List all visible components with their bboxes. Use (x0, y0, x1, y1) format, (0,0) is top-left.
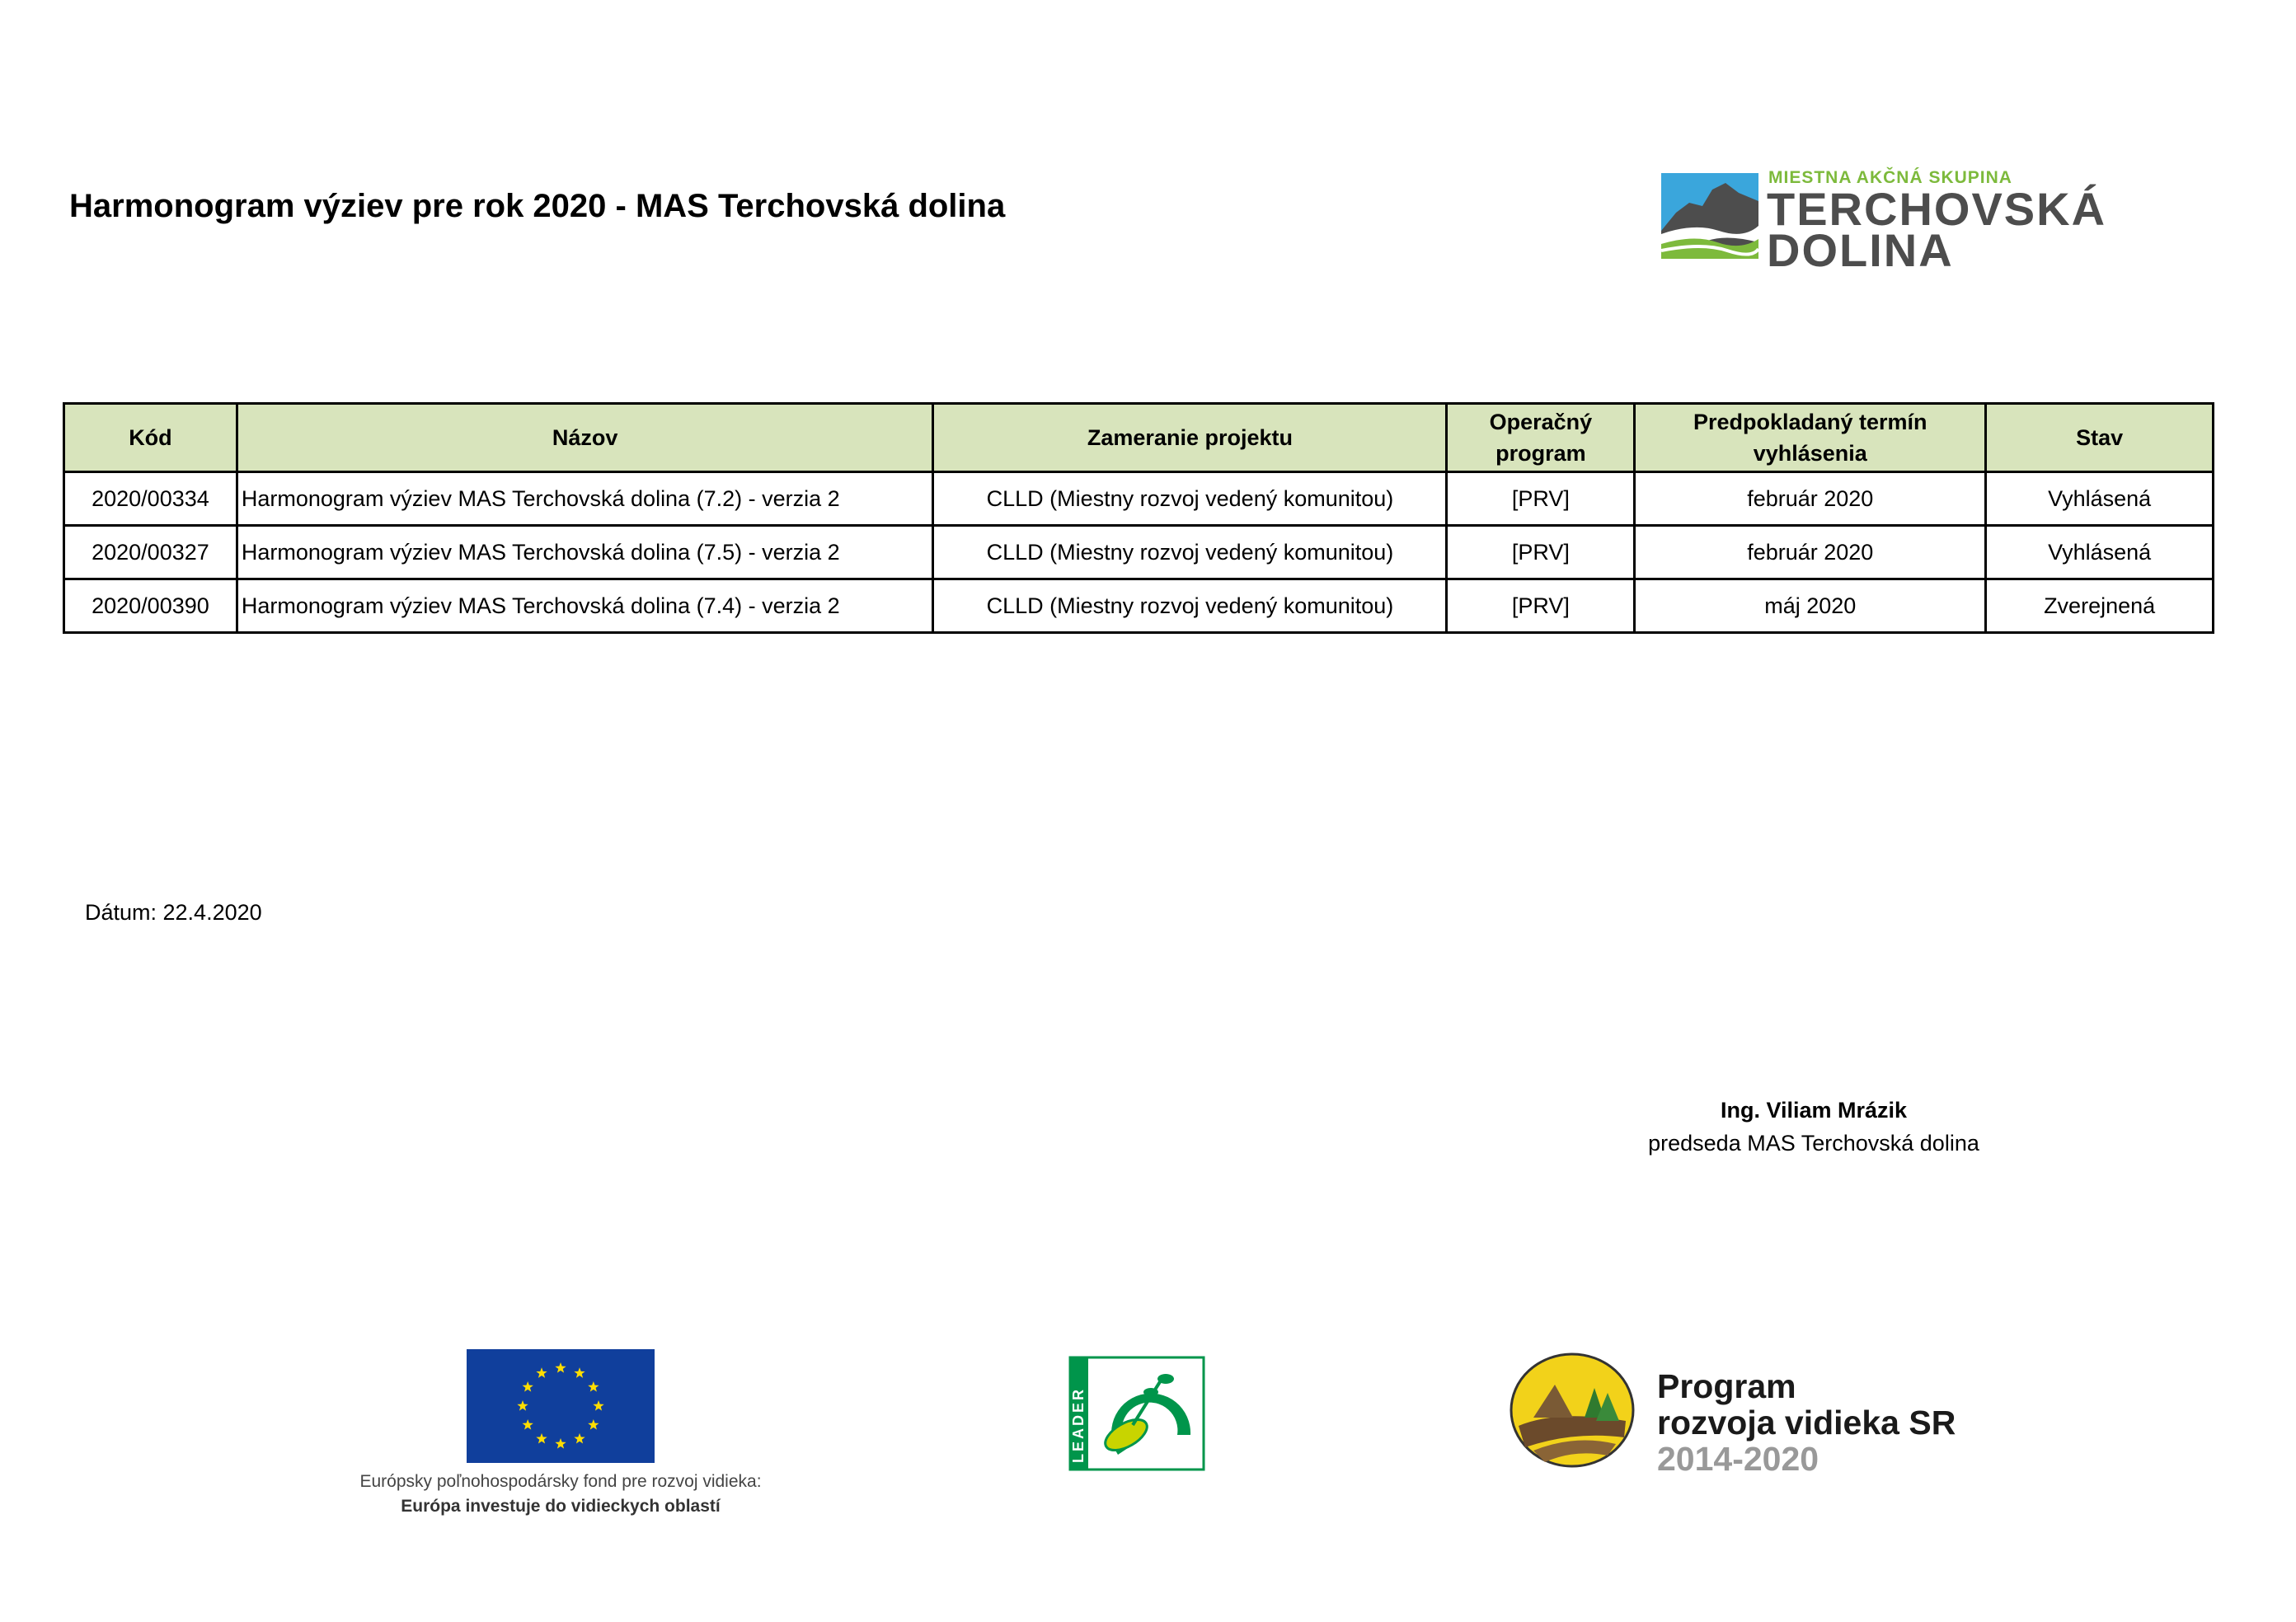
eu-fund-caption (297, 1470, 824, 1519)
cell-stav: Vyhlásená (1986, 472, 2214, 526)
prv-line-1: Program (1657, 1367, 1796, 1405)
prv-years: 2014-2020 (1657, 1440, 1819, 1478)
cell-program: [PRV] (1447, 579, 1635, 633)
signatory-role: predseda MAS Terchovská dolina (1648, 1131, 1979, 1156)
signatory-name: Ing. Viliam Mrázik (1720, 1098, 1908, 1123)
eu-caption-line-1: Európsky poľnohospodársky fond pre rozvoj vidieka: (359, 1472, 762, 1491)
cell-nazov: Harmonogram výziev MAS Terchovská dolina (7.4) - verzia 2 (237, 579, 933, 633)
signature-block (1550, 1098, 2078, 1156)
cell-termin: február 2020 (1635, 472, 1986, 526)
header-operacny-program: Operačný program (1447, 404, 1635, 472)
prv-line-2: rozvoja vidieka SR (1657, 1404, 1956, 1442)
cell-program: [PRV] (1447, 526, 1635, 579)
table-row (64, 579, 2214, 633)
cell-termin: február 2020 (1635, 526, 1986, 579)
cell-zameranie: CLLD (Miestny rozvoj vedený komunitou) (933, 472, 1447, 526)
cell-zameranie: CLLD (Miestny rozvoj vedený komunitou) (933, 526, 1447, 579)
logo-tagline: MIESTNA AKČNÁ SKUPINA (1768, 168, 2012, 187)
logo-line-2: DOLINA (1767, 224, 1954, 276)
cell-nazov: Harmonogram výziev MAS Terchovská dolina (7.5) - verzia 2 (237, 526, 933, 579)
mountain-logo-icon (1661, 173, 1758, 259)
page-title: Harmonogram výziev pre rok 2020 - MAS Terchovská dolina (69, 188, 1006, 224)
cell-program: [PRV] (1447, 472, 1635, 526)
cell-kod: 2020/00327 (64, 526, 237, 579)
table-row (64, 526, 2214, 579)
document-date: Dátum: 22.4.2020 (85, 900, 262, 925)
header-stav: Stav (1986, 404, 2214, 472)
leader-label: LEADER (1070, 1386, 1087, 1463)
mas-terchovska-logo (1661, 165, 2107, 276)
header-zameranie: Zameranie projektu (933, 404, 1447, 472)
cell-kod: 2020/00390 (64, 579, 237, 633)
cell-stav: Vyhlásená (1986, 526, 2214, 579)
prv-logo-text (1657, 1368, 1956, 1477)
logo-line-1: TERCHOVSKÁ (1767, 183, 2107, 235)
cell-nazov: Harmonogram výziev MAS Terchovská dolina (7.2) - verzia 2 (237, 472, 933, 526)
cell-kod: 2020/00334 (64, 472, 237, 526)
leader-logo-icon (1068, 1356, 1205, 1471)
table-header-row (64, 404, 2214, 472)
header-termin: Predpokladaný termín vyhlásenia (1635, 404, 1986, 472)
cell-zameranie: CLLD (Miestny rozvoj vedený komunitou) (933, 579, 1447, 633)
eu-flag-icon (467, 1349, 655, 1463)
cell-stav: Zverejnená (1986, 579, 2214, 633)
table-row (64, 472, 2214, 526)
header-kod: Kód (64, 404, 237, 472)
harmonogram-table (63, 402, 2214, 634)
header-nazov: Názov (237, 404, 933, 472)
prv-emblem-icon (1509, 1352, 1636, 1469)
cell-termin: máj 2020 (1635, 579, 1986, 633)
eu-caption-line-2: Európa investuje do vidieckych oblastí (401, 1497, 721, 1516)
